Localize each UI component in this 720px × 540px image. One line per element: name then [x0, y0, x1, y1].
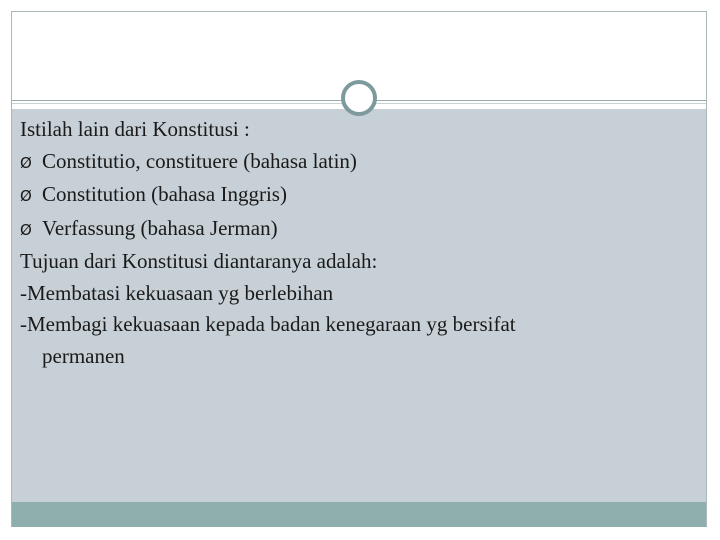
arrow-bullet-icon: Ø — [20, 187, 32, 205]
slide-body-text — [20, 114, 680, 372]
arrow-bullet-icon: Ø — [20, 220, 32, 239]
ring-ornament-icon — [341, 80, 377, 116]
purpose-item: -Membagi kekuasaan kepada badan kenegaraan yg bersifat — [20, 312, 516, 336]
footer-band — [12, 502, 706, 527]
bullet-item — [20, 146, 680, 180]
bullet-item — [20, 213, 680, 247]
bullet-text: Constitutio, constituere (bahasa latin) — [42, 148, 357, 173]
purpose-item: -Membatasi kekuasaan yg berlebihan — [20, 280, 334, 305]
arrow-bullet-icon: Ø — [20, 153, 32, 172]
bullet-text: Constitution (bahasa Inggris) — [42, 182, 287, 206]
bullet-item — [20, 179, 680, 213]
purpose-heading: Tujuan dari Konstitusi diantaranya adalah: — [20, 249, 378, 273]
heading-line: Istilah lain dari Konstitusi : — [20, 117, 250, 141]
bullet-text: Verfassung (bahasa Jerman) — [42, 215, 278, 240]
purpose-item-continuation: permanen — [42, 343, 125, 368]
